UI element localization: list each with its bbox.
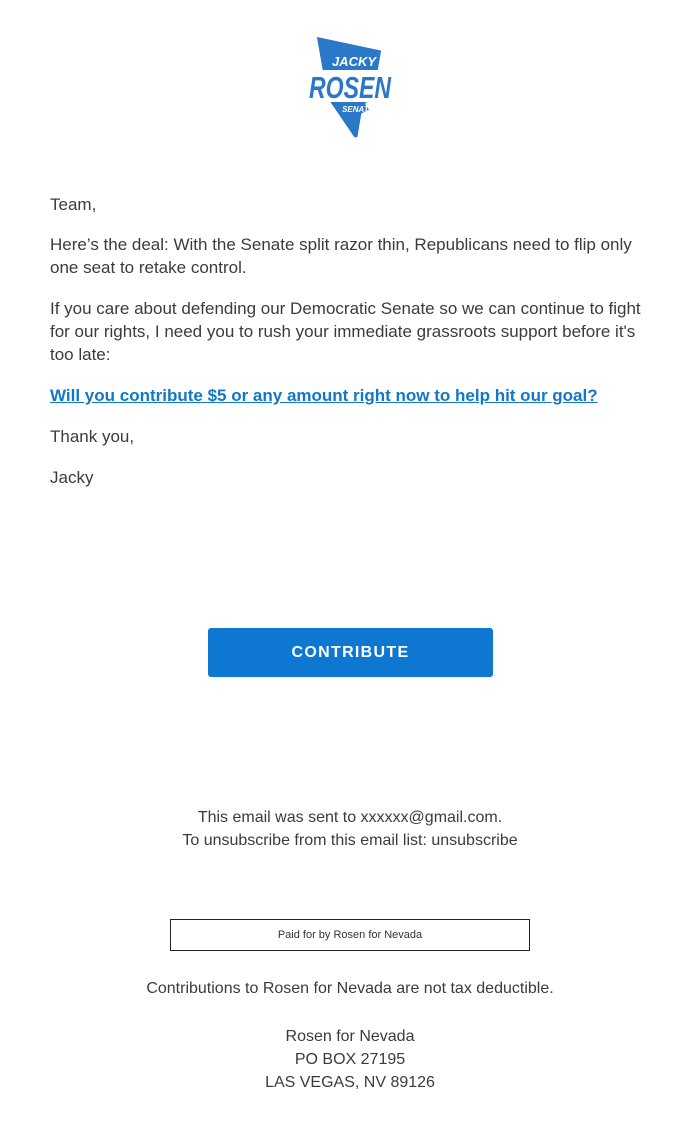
signature: Jacky (50, 468, 94, 487)
closing: Thank you, (50, 427, 135, 446)
mailing-address (0, 1025, 700, 1094)
unsubscribe-line (0, 829, 700, 852)
greeting: Team, (50, 195, 97, 214)
address-line-2: PO BOX 27195 (294, 1051, 406, 1068)
address-line-1: Rosen for Nevada (285, 1028, 415, 1045)
paid-for-text: Paid for by Rosen for Nevada (277, 929, 423, 941)
contribute-button-label: CONTRIBUTE (291, 643, 410, 661)
tax-deductible-note: Contributions to Rosen for Nevada are not tax deductible. (146, 980, 554, 997)
body-paragraph-1: Here’s the deal: With the Senate split razor thin, Republicans need to flip only one seat to retake control. (50, 235, 632, 277)
logo-top-text: JACKY (331, 54, 377, 69)
sent-to-line: This email was sent to xxxxxx@gmail.com. (197, 809, 503, 826)
footer-recipient-info (0, 806, 700, 852)
contribute-link[interactable]: Will you contribute $5 or any amount right now to help hit our goal? (50, 386, 598, 405)
unsubscribe-prefix: To unsubscribe from this email list: (182, 832, 432, 849)
unsubscribe-link[interactable]: unsubscribe (431, 832, 518, 849)
cta-paragraph (50, 384, 660, 407)
campaign-logo (300, 30, 400, 145)
contribute-button[interactable] (208, 628, 493, 677)
logo-main-text: ROSEN (309, 70, 392, 105)
logo-bottom-text: SENATE (342, 105, 374, 114)
email-body (50, 193, 660, 507)
paid-for-disclaimer (170, 919, 530, 951)
nevada-logo-graphic (300, 30, 400, 145)
address-line-3: LAS VEGAS, NV 89126 (265, 1074, 435, 1091)
body-paragraph-2: If you care about defending our Democratic Senate so we can continue to fight for our rights, I need you to rush your immediate grassroots support before it's too late: (50, 299, 641, 364)
